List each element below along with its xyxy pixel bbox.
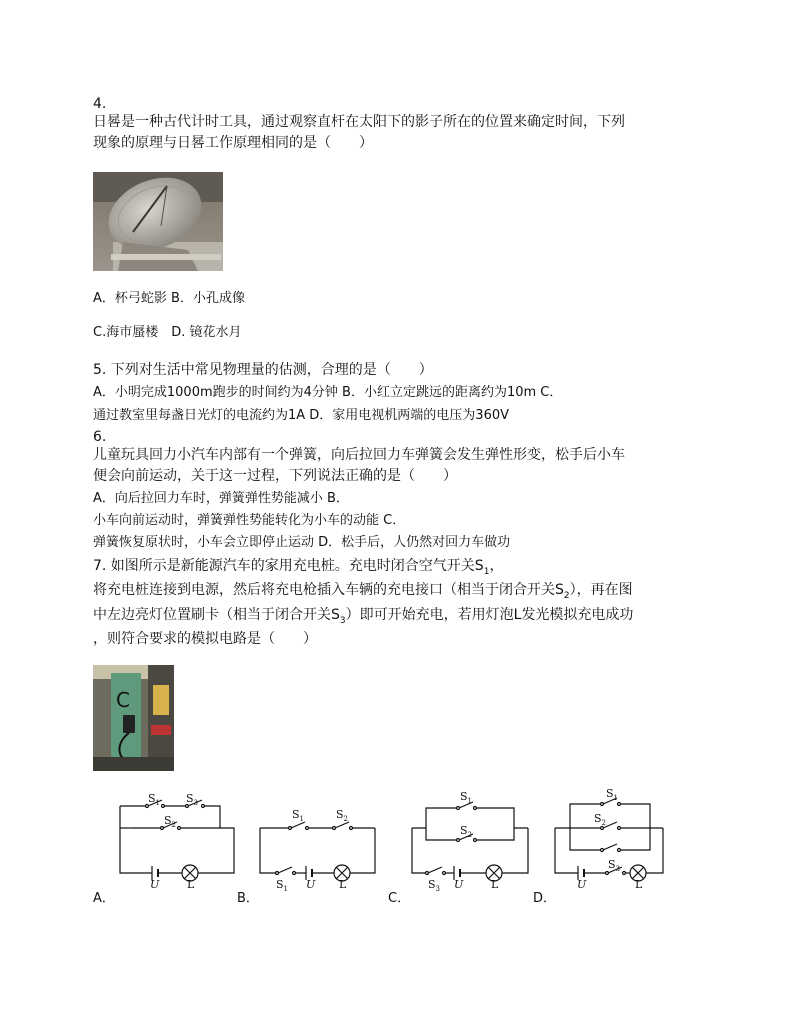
q6-number: 6. <box>93 429 107 445</box>
q7-line3-text-a: 中左边亮灯位置刷卡（相当于闭合开关S <box>93 607 340 623</box>
label-c-s3: $S_3$ <box>428 878 441 893</box>
circuit-a <box>120 800 234 881</box>
q7-stem-line4: ，则符合要求的模拟电路是（ ） <box>93 631 317 647</box>
q7-stem-line1 <box>93 556 503 578</box>
circuit-diagrams <box>110 787 670 893</box>
label-c-l: L <box>491 878 499 891</box>
q6-stem-line2: 便会向前运动，关于这一过程，下列说法正确的是（ ） <box>93 468 457 484</box>
option-c-label: C． <box>388 891 411 906</box>
q6-option-cd: 弹簧恢复原状时，小车会立即停止运动 D．松手后，人仍然对回力车做功 <box>93 535 511 550</box>
label-c-s1: $S_1$ <box>460 790 473 805</box>
label-d-l: L <box>635 878 643 891</box>
q7-line1-end: ， <box>489 558 504 574</box>
q4-stem-line2: 现象的原理与日晷工作原理相同的是（ ） <box>93 135 373 151</box>
label-b-s1-top: $S_1$ <box>292 808 305 823</box>
label-b-l: L <box>339 878 347 891</box>
label-d-s3: $S_3$ <box>608 858 621 873</box>
label-b-s2: $S_2$ <box>336 808 349 823</box>
q4-options-cd: C.海市蜃楼 D. 镜花水月 <box>93 325 242 340</box>
label-a-u: U <box>150 878 160 891</box>
q7-stem-line3 <box>93 605 633 627</box>
q5-options-line1: A．小明完成1000m跑步的时间约为4分钟 B．小红立定跳远的距离约为10m C． <box>93 385 563 400</box>
q7-line2-text-b: ），再在图 <box>569 582 633 598</box>
q4-stem-line1: 日晷是一种古代计时工具，通过观察直杆在太阳下的影子所在的位置来确定时间，下列 <box>93 114 625 130</box>
option-d-label: D． <box>533 891 557 906</box>
q5-stem: 5. 下列对生活中常见物理量的估测，合理的是（ ） <box>93 362 433 378</box>
label-a-s2: $S_2$ <box>164 814 177 829</box>
charger-photo-letter: C <box>116 688 130 712</box>
label-c-s2: $S_2$ <box>460 824 473 839</box>
label-a-l: L <box>187 878 195 891</box>
q7-line1-subscript: 1 <box>483 567 490 577</box>
option-b-label: B． <box>237 891 259 906</box>
q7-line1-text: 7. 如图所示是新能源汽车的家用充电桩。充电时闭合空气开关S <box>93 558 484 574</box>
q7-stem-line2 <box>93 580 633 602</box>
label-b-s1-bottom: $S_1$ <box>276 878 289 893</box>
q4-number: 4. <box>93 96 107 112</box>
circuit-b <box>260 822 375 881</box>
q6-stem-line1: 儿童玩具回力小汽车内部有一个弹簧，向后拉回力车弹簧会发生弹性形变，松手后小车 <box>93 447 625 463</box>
q5-options-line2: 通过教室里每盏日光灯的电流约为1A D．家用电视机两端的电压为360V <box>93 408 510 423</box>
charger-photo <box>93 665 174 771</box>
q4-options-ab: A．杯弓蛇影 B．小孔成像 <box>93 291 245 306</box>
label-a-s1: $S_1$ <box>148 792 161 807</box>
label-d-s1: $S_1$ <box>606 787 619 802</box>
sundial-photo <box>93 172 223 271</box>
label-c-u: U <box>454 878 464 891</box>
label-d-u: U <box>577 878 587 891</box>
circuit-c <box>412 802 528 881</box>
label-b-u: U <box>306 878 316 891</box>
q6-option-b: 小车向前运动时，弹簧弹性势能转化为小车的动能 C． <box>93 513 406 528</box>
label-d-s2: $S_2$ <box>594 812 607 827</box>
q7-line3-subscript: 3 <box>339 616 346 626</box>
option-a-label: A． <box>93 891 115 906</box>
q7-line2-subscript: 2 <box>563 591 570 601</box>
q6-option-a: A．向后拉回力车时，弹簧弹性势能减小 B． <box>93 491 349 506</box>
q7-line3-text-b: ）即可开始充电，若用灯泡L发光模拟充电成功 <box>345 607 634 623</box>
label-a-s3: $S_3$ <box>186 792 199 807</box>
q7-line2-text-a: 将充电桩连接到电源，然后将充电枪插入车辆的充电接口（相当于闭合开关S <box>93 582 564 598</box>
